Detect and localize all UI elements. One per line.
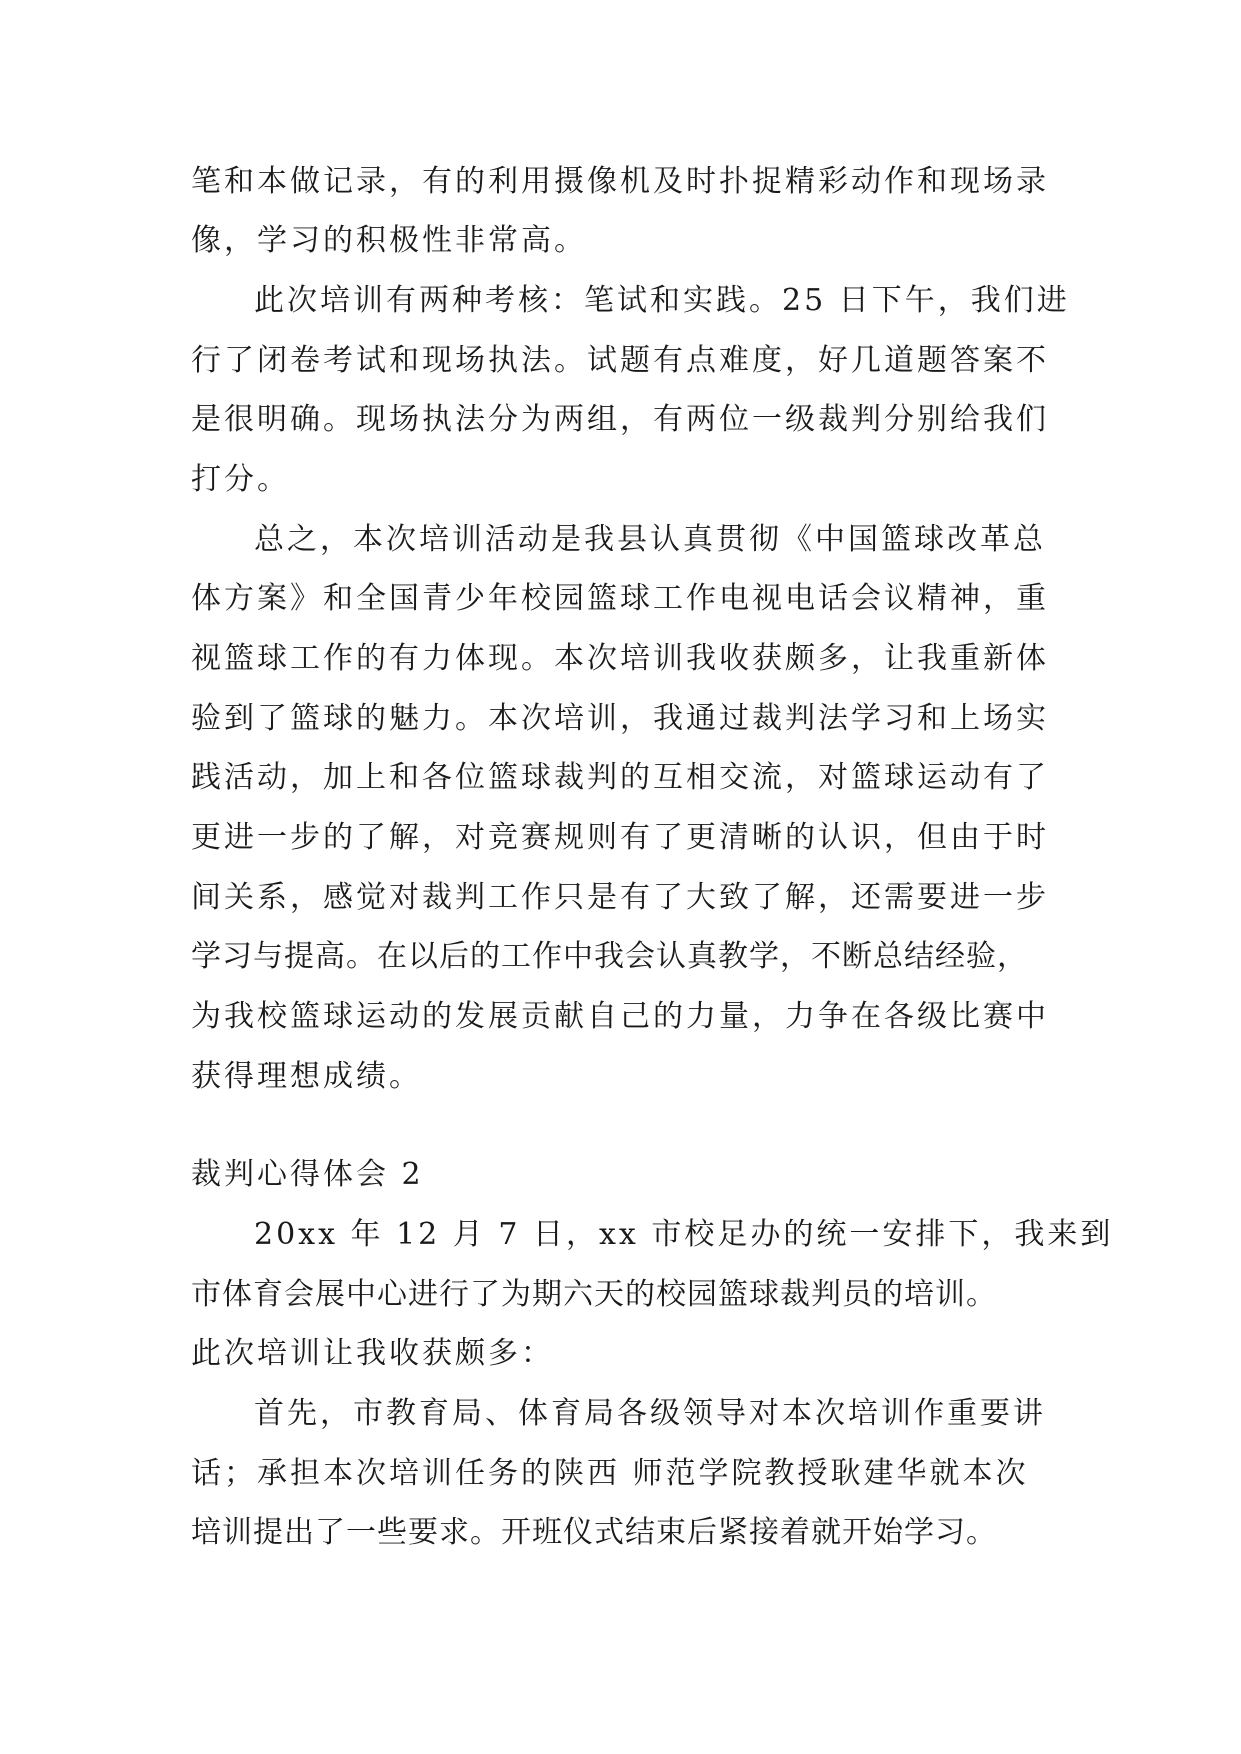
paragraph-first-line: 首先，市教育局、体育局各级领导对本次培训作重要讲: [254, 1396, 1046, 1431]
text-line: 验到了篮球的魅力。本次培训，我通过裁判法学习和上场实: [191, 701, 1049, 736]
text-line: 像，学习的积极性非常高。: [191, 223, 587, 258]
text-line: 市体育会展中心进行了为期六天的校园篮球裁判员的培训。: [191, 1277, 997, 1312]
text-line: 此次培训让我收获颇多：: [191, 1336, 554, 1371]
text-line: 体方案》和全国青少年校园篮球工作电视电话会议精神，重: [191, 581, 1049, 616]
text-line: 笔和本做记录，有的利用摄像机及时扑捉精彩动作和现场录: [191, 164, 1049, 199]
text-line: 培训提出了一些要求。开班仪式结束后紧接着就开始学习。: [191, 1515, 997, 1550]
text-line: 为我校篮球运动的发展贡献自己的力量，力争在各级比赛中: [191, 999, 1049, 1034]
text-line: 是很明确。现场执法分为两组，有两位一级裁判分别给我们: [191, 402, 1049, 437]
text-line: 践活动，加上和各位篮球裁判的互相交流，对篮球运动有了: [191, 760, 1049, 795]
paragraph-first-line: 总之，本次培训活动是我县认真贯彻《中国篮球改革总: [254, 522, 1046, 557]
section-title: 裁判心得体会 2: [191, 1157, 424, 1192]
text-line: 获得理想成绩。: [191, 1059, 422, 1094]
text-line: 行了闭卷考试和现场执法。试题有点难度，好几道题答案不: [191, 343, 1049, 378]
text-line: 视篮球工作的有力体现。本次培训我收获颇多，让我重新体: [191, 641, 1049, 676]
paragraph-first-line: 此次培训有两种考核：笔试和实践。25 日下午，我们进: [254, 283, 1070, 318]
text-line: 打分。: [191, 462, 290, 497]
text-line: 更进一步的了解，对竞赛规则有了更清晰的认识，但由于时: [191, 820, 1049, 855]
text-line: 学习与提高。在以后的工作中我会认真教学，不断总结经验，: [191, 939, 1028, 974]
text-line: 话；承担本次培训任务的陕西 师范学院教授耿建华就本次: [191, 1456, 1029, 1491]
text-line: 间关系，感觉对裁判工作只是有了大致了解，还需要进一步: [191, 880, 1049, 915]
paragraph-first-line: 20xx 年 12 月 7 日，xx 市校足办的统一安排下，我来到: [254, 1217, 1114, 1252]
